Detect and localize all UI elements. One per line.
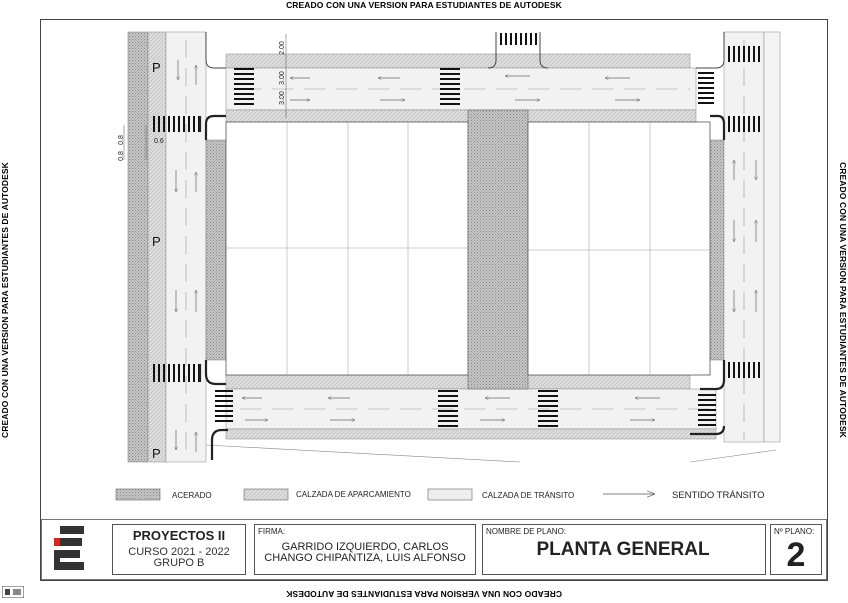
pedestrian-walkway [468, 110, 528, 389]
legend-label-acerado: ACERADO [172, 491, 212, 500]
watermark-top: CREADO CON UNA VERSION PARA ESTUDIANTES DE AUTODESK [286, 0, 562, 10]
legend-label-aparcamiento: CALZADA DE APARCAMIENTO [296, 490, 411, 499]
right-sidewalk [764, 32, 780, 442]
author-2: CHANGO CHIPANTIZA, LUIS ALFONSO [264, 552, 466, 564]
block-left-sidewalk [206, 140, 226, 360]
bottom-parking-lane [226, 429, 716, 439]
parking-label: P [152, 234, 161, 249]
top-block-parking [226, 110, 696, 122]
dim-label: 0.8 [118, 151, 125, 161]
plan-number-label: Nº PLANO: [774, 527, 815, 536]
parking-label: P [152, 60, 161, 75]
group-label: GRUPO B [153, 557, 205, 569]
dim-label: 3.00 [279, 91, 286, 105]
legend-swatch-aparcamiento [244, 489, 288, 500]
legend-label-transito: CALZADA DE TRÁNSITO [482, 491, 575, 500]
legend [116, 489, 765, 501]
watermark-right: CREADO CON UNA VERSION PARA ESTUDIANTES DE AUTODESK [838, 162, 848, 438]
legend-swatch-transito [428, 489, 472, 500]
project-title: PROYECTOS II [132, 528, 226, 543]
top-parking-lane [226, 54, 690, 68]
author-1: GARRIDO IZQUIERDO, CARLOS [281, 541, 449, 553]
plan-number-box [770, 524, 822, 575]
block-right-sidewalk [710, 140, 724, 360]
left-street [128, 32, 226, 462]
plan-name-box [482, 524, 766, 575]
firma-label: FIRMA: [258, 527, 286, 536]
dim-label: 2.00 [279, 41, 286, 55]
block-left [226, 122, 468, 375]
project-box [112, 524, 246, 575]
legend-swatch-acerado [116, 489, 160, 500]
dim-label: 0.8 [118, 135, 125, 145]
legend-label-sentido: SENTIDO TRÁNSITO [672, 490, 765, 501]
plan-name-label: NOMBRE DE PLANO: [486, 527, 567, 536]
parking-label: P [152, 446, 161, 461]
logo [46, 524, 104, 575]
bottom-block-parking [226, 375, 690, 389]
course-label: CURSO 2021 - 2022 [128, 546, 230, 558]
block-right [528, 122, 710, 375]
app-corner-icon [2, 585, 24, 597]
watermark-left: CREADO CON UNA VERSION PARA ESTUDIANTES DE AUTODESK [0, 162, 10, 438]
dim-label: 3.00 [279, 71, 286, 85]
left-sidewalk [128, 32, 148, 462]
signature-box [254, 524, 476, 575]
dim-label: 0.6 [154, 138, 164, 145]
right-street [710, 32, 780, 442]
watermark-bottom: CREADO CON UNA VERSION PARA ESTUDIANTES DE AUTODESK [286, 589, 562, 599]
plan-name: PLANTA GENERAL [536, 539, 710, 560]
plan-number: 2 [786, 536, 806, 574]
